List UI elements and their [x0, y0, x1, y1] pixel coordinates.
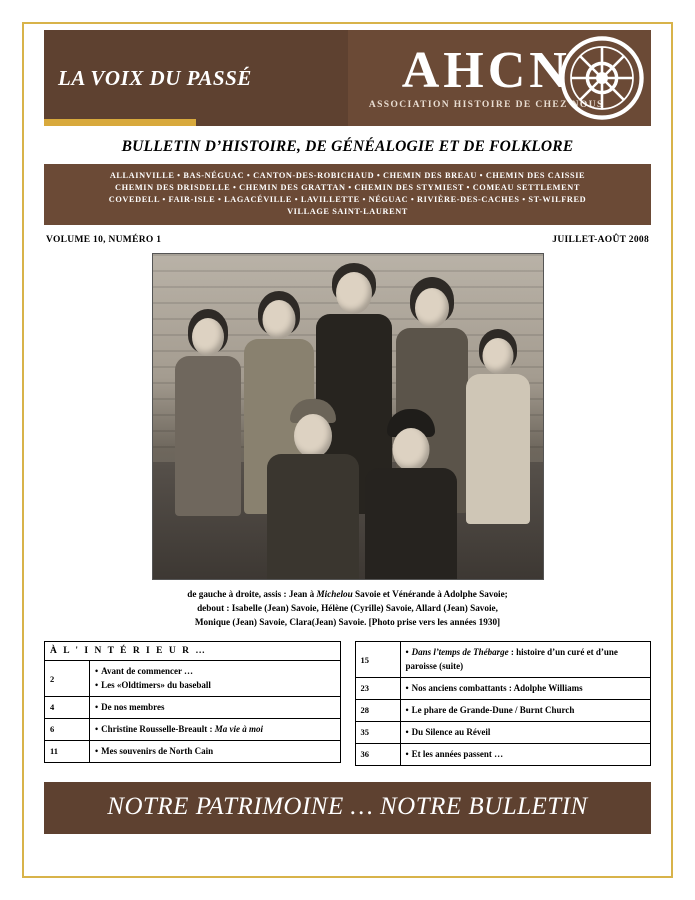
- logo-subtitle: ASSOCIATION HISTOIRE DE CHEZ NOUS: [368, 99, 604, 110]
- toc-entry-title-italic: Ma vie à moi: [214, 723, 263, 734]
- toc-entry-text: Mes souvenirs de North Cain: [101, 745, 214, 756]
- toc-entry[interactable]: [400, 721, 651, 743]
- bullet-icon: •: [95, 723, 99, 734]
- toc-entry[interactable]: [90, 696, 341, 718]
- bullet-icon: •: [95, 666, 99, 677]
- gold-divider-bar: [44, 119, 196, 126]
- toc-row[interactable]: [355, 743, 651, 765]
- page-content: [44, 30, 651, 834]
- issue-info-row: [46, 235, 649, 245]
- toc-row[interactable]: [45, 740, 341, 762]
- issue-date: JUILLET-AOÛT 2008: [552, 235, 649, 246]
- table-of-contents: [44, 641, 651, 765]
- places-band: [44, 164, 651, 225]
- photo-figure-seated-1: [265, 402, 361, 580]
- cover-photo-wrapper: [44, 253, 651, 580]
- bullet-icon: •: [95, 701, 99, 712]
- toc-header-row: [45, 642, 341, 661]
- toc-entry-text: Le phare de Grande-Dune / Burnt Church: [411, 704, 575, 715]
- caption-line-1b: Savoie et Vénérande à Adolphe Savoie;: [352, 589, 508, 600]
- toc-entry-text: : histoire d’un curé et d’une paroisse (suite): [405, 647, 618, 671]
- caption-line-3: Monique (Jean) Savoie, Clara(Jean) Savoie. [Photo prise vers les années 1930]: [194, 616, 501, 627]
- caption-line-2: debout : Isabelle (Jean) Savoie, Hélène (Cyrille) Savoie, Allard (Jean) Savoie,: [197, 602, 498, 613]
- toc-header-label: À L ' I N T É R I E U R …: [45, 642, 341, 661]
- volume-number: VOLUME 10, NUMÉRO 1: [46, 235, 162, 246]
- toc-left-table: [44, 641, 341, 762]
- toc-page-number: 2: [45, 661, 90, 696]
- toc-row[interactable]: [355, 721, 651, 743]
- toc-entry[interactable]: [400, 677, 651, 699]
- bullet-icon: •: [405, 647, 409, 658]
- logo-text: AHCN: [401, 42, 571, 100]
- toc-row[interactable]: [355, 677, 651, 699]
- toc-page-number: 23: [355, 677, 400, 699]
- toc-page-number: 11: [45, 740, 90, 762]
- toc-entry[interactable]: [400, 699, 651, 721]
- toc-row[interactable]: [45, 718, 341, 740]
- toc-page-number: 4: [45, 696, 90, 718]
- toc-page-number: 36: [355, 743, 400, 765]
- paper-title: LA VOIX DU PASSÉ: [58, 65, 252, 90]
- toc-row[interactable]: [355, 699, 651, 721]
- toc-entry-text: De nos membres: [101, 701, 165, 712]
- caption-line-1-italic: Michelou: [316, 589, 353, 600]
- bullet-icon: •: [405, 726, 409, 737]
- bulletin-subtitle: BULLETIN D’HISTOIRE, DE GÉNÉALOGIE ET DE FOLKLORE: [121, 138, 574, 155]
- toc-entry-text: Et les années passent …: [411, 748, 504, 759]
- toc-entry-text: Christine Rousselle-Breault :: [101, 723, 215, 734]
- photo-figure-standing-1: [171, 312, 245, 512]
- toc-entry[interactable]: [400, 642, 651, 677]
- bullet-icon: •: [95, 745, 99, 756]
- toc-right-column: [355, 641, 652, 765]
- masthead-right: [348, 30, 652, 126]
- photo-caption: [44, 588, 651, 629]
- wagon-wheel-icon: [559, 35, 645, 121]
- bullet-icon: •: [405, 748, 409, 759]
- toc-entry[interactable]: [400, 743, 651, 765]
- toc-entry[interactable]: [90, 661, 341, 696]
- caption-line-1a: de gauche à droite, assis : Jean à: [187, 589, 317, 600]
- toc-entry-text: Avant de commencer …: [101, 666, 194, 677]
- places-line-4: VILLAGE SAINT-LAURENT: [287, 207, 408, 217]
- bullet-icon: •: [405, 704, 409, 715]
- footer-banner: NOTRE PATRIMOINE … NOTRE BULLETIN: [44, 782, 651, 834]
- masthead: [44, 30, 651, 126]
- toc-entry[interactable]: [90, 718, 341, 740]
- places-line-2: CHEMIN DES DRISDELLE • CHEMIN DES GRATTAN • CHEMIN DES STYMIEST • COMEAU SETTLEMENT: [115, 183, 580, 193]
- toc-entry[interactable]: [90, 740, 341, 762]
- toc-page-number: 28: [355, 699, 400, 721]
- toc-right-table: [355, 641, 652, 765]
- toc-page-number: 35: [355, 721, 400, 743]
- toc-page-number: 6: [45, 718, 90, 740]
- places-line-3: COVEDELL • FAIR-ISLE • LAGACÉVILLE • LAVILLETTE • NÉGUAC • RIVIÈRE-DES-CACHES • ST-WILFRED: [108, 195, 587, 205]
- bullet-icon: •: [95, 679, 99, 690]
- photo-figure-seated-2: [363, 412, 459, 580]
- masthead-left: [44, 30, 348, 126]
- toc-left-column: [44, 641, 341, 765]
- bullet-icon: •: [405, 682, 409, 693]
- places-line-1: ALLAINVILLE • BAS-NÉGUAC • CANTON-DES-ROBICHAUD • CHEMIN DES BREAU • CHEMIN DES CAISSIE: [109, 171, 586, 180]
- toc-entry-text: Du Silence au Réveil: [411, 726, 491, 737]
- toc-page-number: 15: [355, 642, 400, 677]
- cover-photo: [152, 253, 544, 580]
- toc-row[interactable]: [45, 696, 341, 718]
- toc-entry-text: Les «Oldtimers» du baseball: [101, 679, 211, 690]
- toc-entry-title-italic: Dans l’temps de Thébarge: [411, 647, 509, 658]
- photo-figure-standing-5: [463, 332, 533, 522]
- toc-entry-text: Nos anciens combattants : Adolphe Williams: [411, 682, 583, 693]
- toc-row[interactable]: [355, 642, 651, 677]
- toc-row[interactable]: [45, 661, 341, 696]
